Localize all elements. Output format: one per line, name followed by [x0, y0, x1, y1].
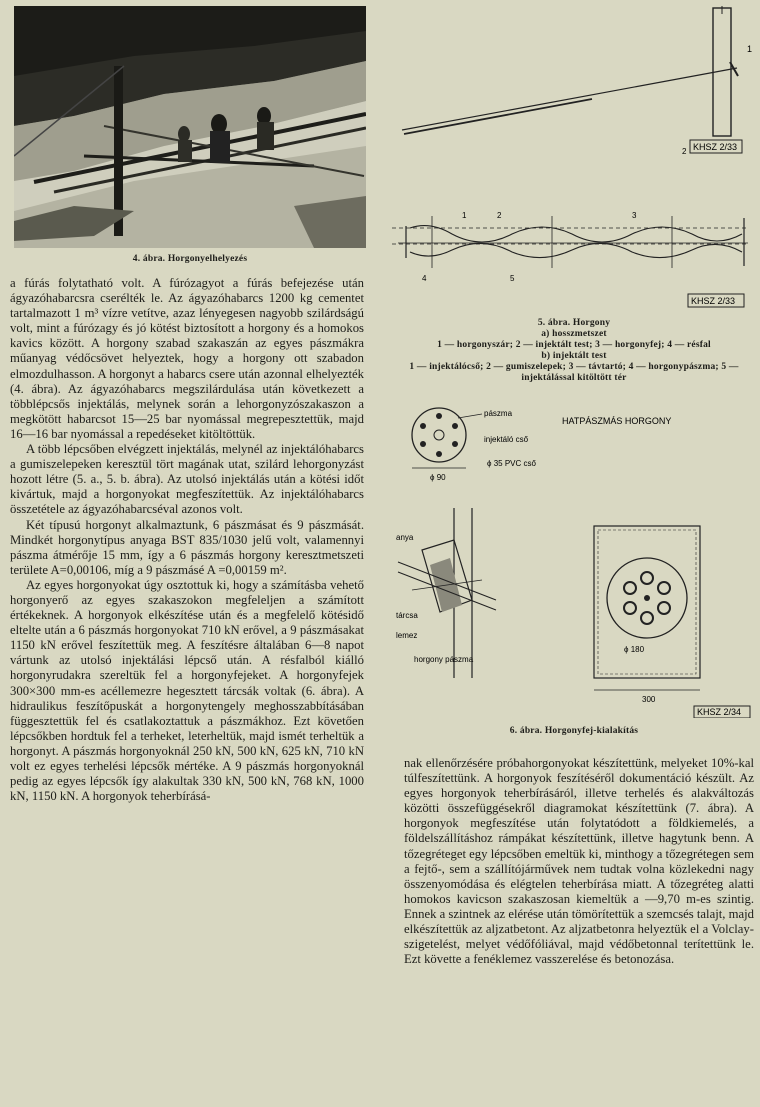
fig5-caption-b: b) injektált test — [541, 351, 607, 361]
label-d90: ϕ 90 — [430, 473, 446, 482]
fig5-caption-a-items: 1 — horgonyszár; 2 — injektált test; 3 — horgonyfej; 4 — résfal — [437, 340, 711, 350]
anchor-rod — [402, 68, 737, 130]
label-b2: 2 — [497, 211, 502, 220]
stamp-bottom: KHSZ 2/33 — [691, 296, 736, 306]
fig5-caption-title: 5. ábra. Horgony — [537, 318, 611, 328]
label-d180: ϕ 180 — [624, 645, 645, 654]
stamp-top: KHSZ 2/33 — [693, 142, 738, 152]
fig6-stamp: KHSZ 2/34 — [697, 707, 742, 717]
fig5-drawing — [392, 6, 752, 316]
label-paszma: pászma — [484, 409, 513, 418]
paragraph-4: Az egyes horgonyokat úgy osztottuk ki, hogy a számításba vehető horgonyerő az egyes szakaszokon megfeleljen a számított értékeknek. A horgonyok elkészítése után és a megfelelő kötésidő eltelte után a 6 pászmás horgonyokat 710 kN erővel, a 9 pászmásakat 1150 kN erővel feszítettük meg. A feszítésre általában 6—8 napot vártunk az utolsó injektálási lépcső után. A résfalból kiálló horgonyrudakra szereltük fel a horgonyfejeket. A horgonyfejek 300×300 mm-es acéllemezre hegesztett tárcsák voltak (6. ábra). A hidraulikus feszítőpuskát a horgonytengely meghosszabbításában függesztettük fel és csatlakoztattuk a pászmákhoz. Ezt követően lépcsőkben hordtuk fel a terheket, leterheltük, majd ismét terheltük a horgonyt. A pászmás horgonyoknál 250 kN, 500 kN, 625 kN, 710 kN volt ez egyes terhelési lépcsők mértéke. A 9 pászmás horgonyoknál pedig az egyes lépcsők így alakultak 330 kN, 500 kN, 768 kN, 1000 kN, 1150 kN. A horgonyok teherbírásá- — [10, 577, 364, 804]
paragraph-2: A több lépcsőben elvégzett injektálás, melynél az injektálóhabarcs a gumiszelepeken keresztül tört magának utat, szilárd lehorgonyzást hozott létre (5. a., 5. b. ábra). Az utolsó injektálás után a kötési időt kivártuk, majd a horgonyokat megfeszítettük. Az injektálóhabarcs összetétele az ágyazóhabarcséval azonos volt. — [10, 442, 364, 517]
label-lemez: lemez — [396, 631, 418, 640]
label-2: 2 — [682, 147, 687, 156]
fig5-caption-a: a) hosszmetszet — [541, 329, 607, 339]
fig6-title: HATPÁSZMÁS HORGONY — [562, 416, 672, 426]
label-pvc: ϕ 35 PVC cső — [487, 459, 536, 468]
paragraph-3: Két típusú horgonyt alkalmaztunk, 6 pászmásat és 9 pászmását. Mindkét horgonytípus anyaga BST 835/1030 jelű volt, valamennyi pászma átmérője 15 mm, így a 6 pászmás horgony keresztmetszeti területe A=0,00106, míg a 9 pászmásé A =0,00159 m². — [10, 517, 364, 577]
label-tarcsa: tárcsa — [396, 611, 418, 620]
fig5-caption-b-items: 1 — injektálócső; 2 — gumiszelepek; 3 — távtartó; 4 — horgonypászma; 5 — injektálással kitöltött tér — [409, 362, 739, 383]
label-inj: injektáló cső — [484, 435, 529, 444]
fig5-caption — [392, 318, 756, 384]
anchor-longitudinal-section-diagram — [392, 6, 752, 316]
right-column — [404, 756, 754, 967]
fig6-drawing — [392, 400, 756, 718]
paragraph-1: a fúrás folytatható volt. A fúrózagyot a fúrás befejezése után ágyazóhabarcsra cserélték le. Az ágyazóhabarcs 1200 kg cementet tartalmazott 1 m³ vízre vetítve, azaz lényegesen nagyobb szilárdságú volt, mint a fúrózagy és jó kötést biztosított a horgony és a homokos kavics között. A horgony szabad szakaszán az egyes pászmákra műanyag védőcsövet helyeztek, hogy a horgony ott szabadon elmozdulhasson. A horgonyt a habarcs csere után azonnal elhelyezték (4. ábra). Az ágyazóhabarcs megszilárdulása után következett a többlépcsős injektálás, melynek során a lehorgonyzószakaszon a megkötött habarcsot 15—25 bar nyomással megrepesztettük, majd 16—16 bar nyomással a repedéseket kitöltöttük. — [10, 276, 364, 441]
label-b5: 5 — [510, 274, 515, 283]
label-300: 300 — [642, 695, 656, 704]
label-b4: 4 — [422, 274, 427, 283]
label-b1: 1 — [462, 211, 467, 220]
left-column — [10, 276, 364, 804]
anchor-placement-photo — [14, 6, 366, 248]
fig4-photo — [14, 6, 366, 248]
label-1: 1 — [747, 44, 752, 54]
fig6-caption: 6. ábra. Horgonyfej-kialakítás — [509, 726, 639, 736]
fig4-caption: 4. ábra. Horgonyelhelyezés — [132, 254, 248, 264]
label-anya: anya — [396, 533, 414, 542]
label-b3: 3 — [632, 211, 637, 220]
label-hp: horgony pászma — [414, 655, 474, 664]
paragraph-right: nak ellenőrzésére próbahorgonyokat készítettünk, melyeket 10%-kal túlfeszítettünk. A horgonyok feszítéséről dokumentáció készült. Az egyes horgonyok teherbírásáról, illetve terhelés és alakváltozás közötti összefüggésekről diagramokat készítettünk (7. ábra). A horgonyok megfeszítése után folytatódott a földkiemelés, a földelszállításhoz rámpákat készítettünk, illetve hagytunk benn. A tőzegréteget egy lépcsőben emeltük ki, minthogy a tőzegrétegen sem a fejtő-, sem a szállítójárművek nem tudtak volna közlekedni nagy összenyomódása és elégtelen teherbírása miatt. A tőzegréteg alatti homokos kavicson szakaszosan kiemeltük a —9,70 m-es szintig. Ennek a szintnek az elérése után tömörítettük a szemcsés talajt, majd elkészítettük az aljzatbetont. Az aljzatbetonra helyeztük el a Volclay-szigetelést, melyet védőfóliával, majd védőbetonnal terítettünk le. Ezt követte a fenéklemez vasszerelése és betonozása. — [404, 756, 754, 967]
anchor-head-diagram — [392, 400, 756, 718]
